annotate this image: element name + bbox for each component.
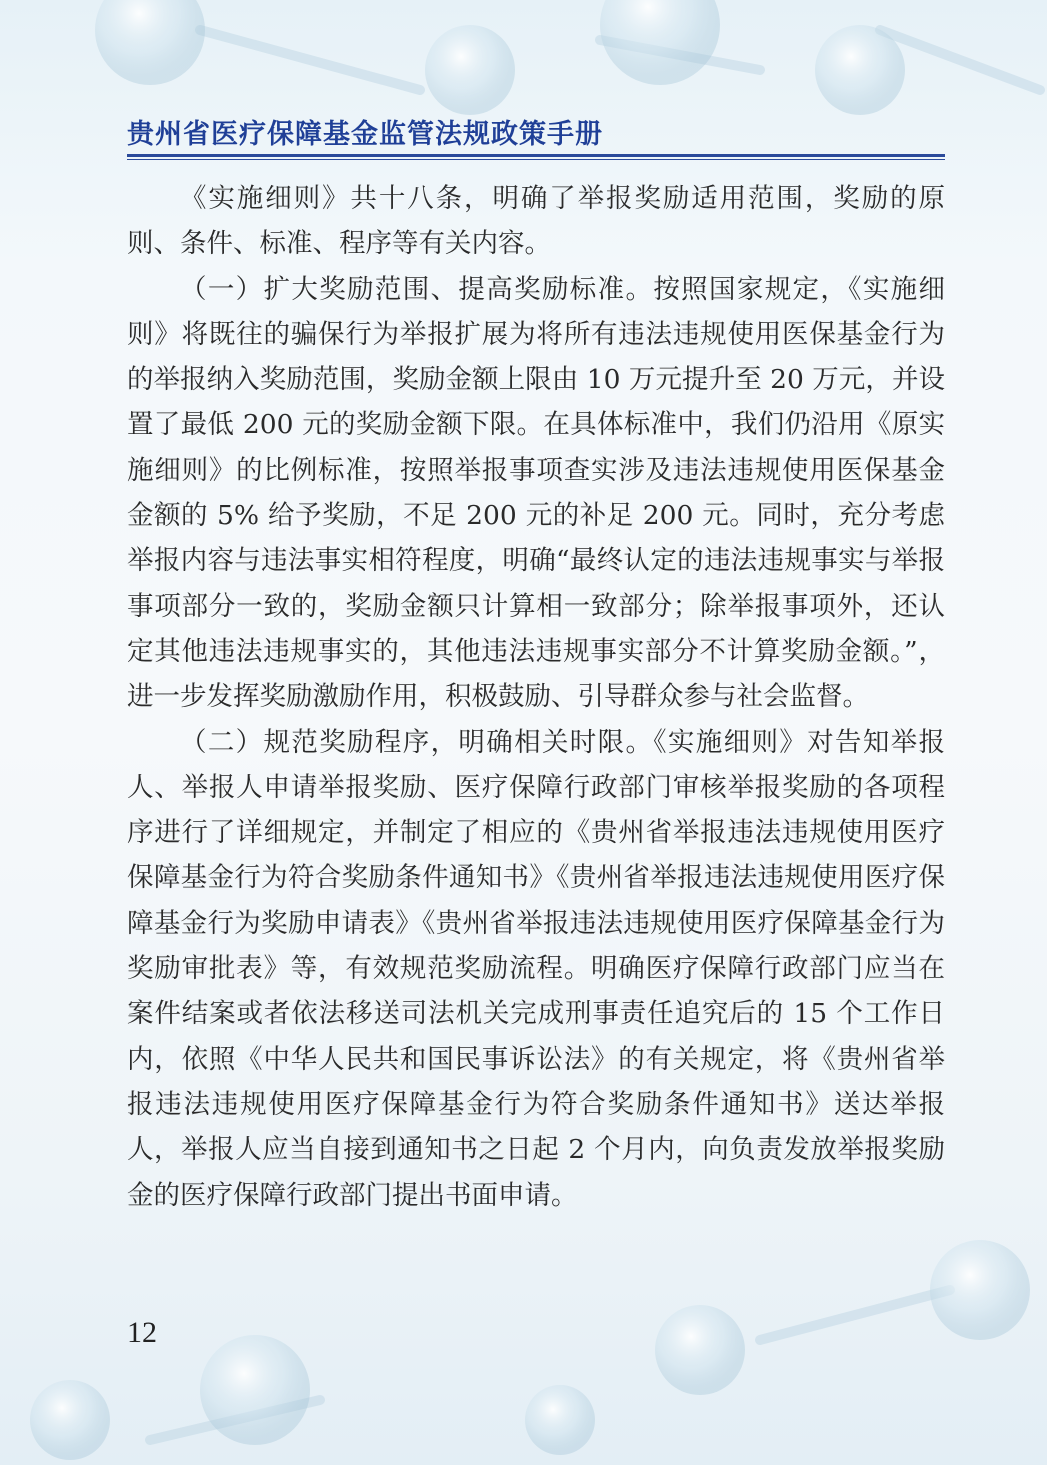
header-rule-thin (127, 159, 945, 160)
page-header-title: 贵州省医疗保障基金监管法规政策手册 (127, 119, 603, 150)
page-number: 12 (127, 1316, 157, 1349)
paragraph-intro: 《实施细则》共十八条，明确了举报奖励适用范围，奖励的原则、条件、标准、程序等有关内容。 (127, 183, 945, 260)
paragraph-reward-scope: （一）扩大奖励范围、提高奖励标准。按照国家规定，《实施细则》将既往的骗保行为举报扩展为将所有违法违规使用医保基金行为的举报纳入奖励范围，奖励金额上限由 10 万元提升至 20 万元，并设置了最低 200 元的奖励金额下限。在具体标准中，我们仍沿用《原实施细则》的比例标准，按照举报事项查实涉及违法违规使用医保基金金额的 5% 给予奖励，不足 200 元的补足 200 元。同时，充分考虑举报内容与违法事实相符程度，明确“最终认定的违法违规事实与举报事项部分一致的，奖励金额只计算相一致部分；除举报事项外，还认定其他违法违规事实的，其他违法违规事实部分不计算奖励金额。”，进一步发挥奖励激励作用，积极鼓励、引导群众参与社会监督。 (127, 273, 945, 713)
paragraph-reward-procedure: （二）规范奖励程序，明确相关时限。《实施细则》对告知举报人、举报人申请举报奖励、医疗保障行政部门审核举报奖励的各项程序进行了详细规定，并制定了相应的《贵州省举报违法违规使用医疗保障基金行为符合奖励条件通知书》《贵州省举报违法违规使用医疗保障基金行为奖励申请表》《贵州省举报违法违规使用医疗保障基金行为奖励审批表》等，有效规范奖励流程。明确医疗保障行政部门应当在案件结案或者依法移送司法机关完成刑事责任追究后的 15 个工作日内，依照《中华人民共和国民事诉讼法》的有关规定，将《贵州省举报违法违规使用医疗保障基金行为符合奖励条件通知书》送达举报人，举报人应当自接到通知书之日起 2 个月内，向负责发放举报奖励金的医疗保障行政部门提出书面申请。 (127, 726, 945, 1211)
body-text (127, 176, 945, 1218)
header-rule-thick (127, 154, 945, 157)
